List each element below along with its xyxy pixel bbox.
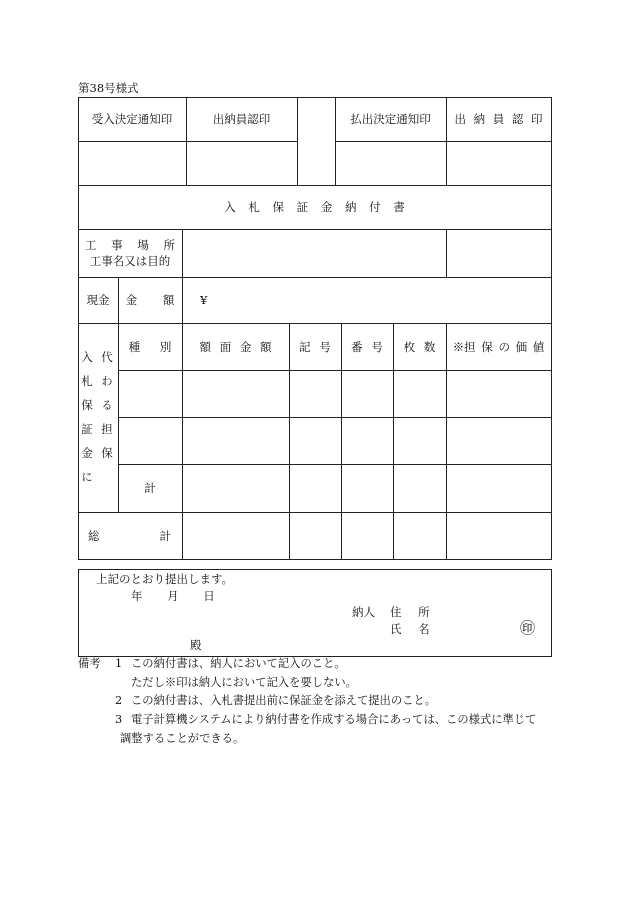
note-number: 3: [115, 713, 123, 726]
form-title: 入 札 保 証 金 納 付 書: [224, 200, 405, 214]
note-number: 1: [115, 657, 123, 670]
payer-label: 納人: [352, 605, 375, 619]
stamp-label-treasurer-approval-2: 出 納 員 認 印: [454, 112, 543, 126]
note-line: 電子計算機システムにより納付書を作成する場合にあっては、この様式に準じて: [131, 713, 537, 726]
grand-total-label-left: 総: [88, 528, 100, 543]
stamp-label-receipt-decision: 受入決定通知印: [91, 112, 173, 126]
work-label-line1: 工 事 場 所: [85, 238, 175, 252]
collateral-entry-row: [118, 370, 551, 417]
header-collateral-value: ※担 保 の 価 値: [452, 339, 545, 354]
note-line: この納付書は、入札書提出前に保証金を添えて提出のこと。: [131, 694, 437, 707]
note-line: この納付書は、納人において記入のこと。: [131, 657, 346, 670]
currency-symbol: ¥: [200, 293, 208, 307]
addressee-suffix: 殿: [190, 638, 202, 652]
work-label-line2: 工事名又は目的: [89, 254, 171, 268]
header-number: 番 号: [351, 339, 383, 354]
stamp-box-treasurer-approval: [186, 141, 297, 185]
note-line: 調整することができる。: [120, 732, 245, 745]
stamp-label-payout-decision: 払出決定通知印: [350, 112, 431, 126]
note-number: 2: [115, 694, 123, 707]
header-count: 枚 数: [403, 339, 436, 354]
collateral-side-label-col1: 入札保証金に: [80, 351, 94, 495]
stamp-box-receipt-decision: [78, 141, 186, 185]
notes-heading: 備考: [78, 657, 101, 670]
grand-total-label-right: 計: [159, 528, 171, 543]
work-value-cell: [182, 229, 446, 277]
stamp-gap-column: [297, 97, 335, 185]
payer-name-label: 氏 名: [390, 622, 430, 636]
stamp-label-treasurer-approval: 出納員認印: [212, 112, 271, 126]
cash-amount-label: 金 額: [125, 293, 175, 307]
payer-address-label: 住 所: [390, 605, 430, 619]
submission-date-line: 年 月 日: [131, 589, 215, 603]
stamp-box-treasurer-approval-2: [446, 141, 551, 185]
work-label: [78, 229, 182, 277]
header-type: 種 別: [128, 339, 172, 354]
work-extra-cell: [446, 229, 551, 277]
form-number: 第38号様式: [78, 81, 139, 95]
header-face-value: 額 面 金 額: [199, 339, 272, 354]
submission-statement: 上記のとおり提出します。: [96, 572, 234, 586]
grand-total-label: [78, 512, 182, 559]
header-symbol: 記 号: [299, 339, 331, 354]
collateral-side-label-col2: 代わる担保: [100, 351, 114, 471]
cash-amount-value: [182, 277, 551, 323]
stamp-box-payout-decision: [335, 141, 446, 185]
subtotal-values: [182, 464, 551, 512]
subtotal-label: 計: [144, 481, 156, 495]
cash-label: 現金: [86, 293, 110, 307]
note-line: ただし※印は納人において記入を要しない。: [131, 676, 357, 689]
grand-total-values: [182, 512, 551, 559]
seal-mark: ㊞: [520, 619, 536, 637]
collateral-entry-row: [118, 417, 551, 464]
